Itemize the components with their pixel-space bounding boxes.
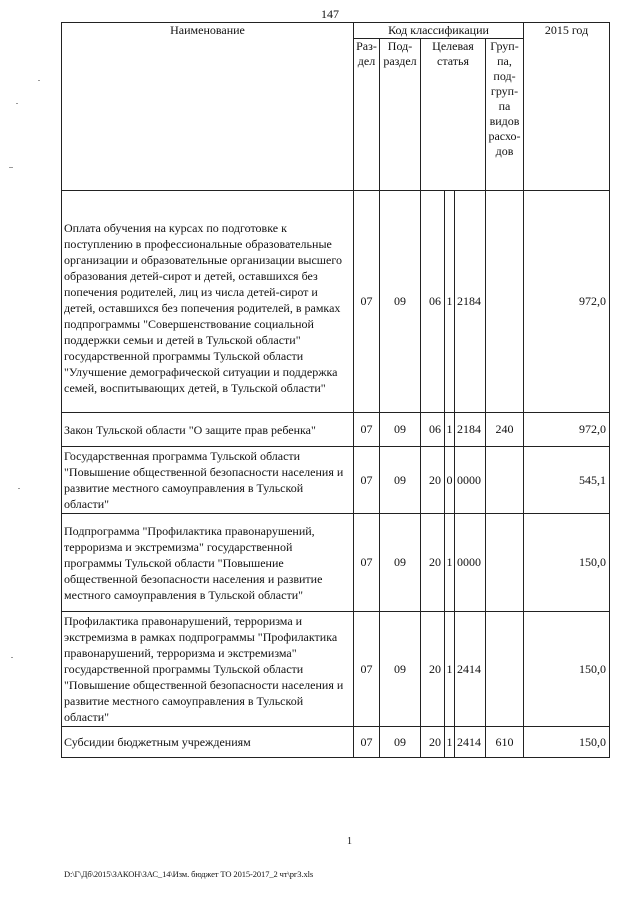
row-razdel: 07 — [354, 447, 380, 514]
header-code-group: Код классификации — [354, 23, 524, 39]
row-name: Субсидии бюджетным учреждениям — [62, 727, 354, 758]
row-name: Профилактика правонарушений, терроризма и экстремизма в рамках подпрограммы "Профилактика правонарушений, терроризма и экстремизма" государственной программы Тульской области "Повышение общественной безопасности населения и развитие местного самоуправления в Тульской области" — [62, 612, 354, 727]
row-ts2: 1 — [445, 514, 455, 612]
row-vr — [486, 612, 524, 727]
row-amount: 972,0 — [524, 191, 610, 413]
row-vr: 610 — [486, 727, 524, 758]
header-row — [62, 23, 610, 39]
page-number: 147 — [321, 7, 339, 21]
table-row — [62, 191, 610, 413]
row-ts1: 20 — [421, 447, 445, 514]
row-podrazdel: 09 — [380, 191, 421, 413]
row-vr: 240 — [486, 413, 524, 447]
row-name: Оплата обучения на курсах по подготовке к поступлению в профессиональные образовательные организации и образовательные организации высшего образования детей-сирот и детей, оставшихся без попечения родителей, лиц из числа детей-сирот и детей, оставшихся без попечения родителей, в рамках подпрограммы "Совершенствование социальной поддержки семьи и детей в Тульской области" государственной программы Тульской области "Улучшение демографической ситуации и поддержка семей, воспитывающих детей, в Тульской области" — [62, 191, 354, 413]
row-podrazdel: 09 — [380, 612, 421, 727]
row-amount: 150,0 — [524, 612, 610, 727]
row-razdel: 07 — [354, 612, 380, 727]
footer-mark: 1 — [347, 836, 352, 847]
row-ts3: 0000 — [455, 447, 486, 514]
row-ts2: 1 — [445, 413, 455, 447]
row-ts3: 2414 — [455, 612, 486, 727]
row-podrazdel: 09 — [380, 447, 421, 514]
row-vr — [486, 514, 524, 612]
table-row — [62, 413, 610, 447]
row-razdel: 07 — [354, 413, 380, 447]
row-amount: 545,1 — [524, 447, 610, 514]
row-ts3: 2414 — [455, 727, 486, 758]
row-ts1: 06 — [421, 191, 445, 413]
row-ts2: 1 — [445, 191, 455, 413]
row-amount: 150,0 — [524, 727, 610, 758]
table-row — [62, 447, 610, 514]
scan-speck — [16, 103, 18, 104]
table-row — [62, 514, 610, 612]
header-year: 2015 год — [524, 23, 610, 191]
row-vr — [486, 191, 524, 413]
row-amount: 972,0 — [524, 413, 610, 447]
row-ts3: 2184 — [455, 413, 486, 447]
row-name: Государственная программа Тульской области "Повышение общественной безопасности населения и развитие местного самоуправления в Тульской области" — [62, 447, 354, 514]
table-row — [62, 612, 610, 727]
row-vr — [486, 447, 524, 514]
scan-speck — [18, 488, 20, 489]
row-ts1: 20 — [421, 514, 445, 612]
row-ts3: 0000 — [455, 514, 486, 612]
row-ts1: 06 — [421, 413, 445, 447]
header-razdel: Раз- дел — [354, 39, 380, 191]
header-podrazdel: Под- раздел — [380, 39, 421, 191]
row-ts2: 1 — [445, 727, 455, 758]
row-ts2: 0 — [445, 447, 455, 514]
row-ts1: 20 — [421, 727, 445, 758]
budget-table — [61, 22, 610, 758]
row-name: Закон Тульской области "О защите прав ребенка" — [62, 413, 354, 447]
row-ts2: 1 — [445, 612, 455, 727]
header-tselevaya: Целевая статья — [421, 39, 486, 191]
header-name: Наименование — [62, 23, 354, 191]
row-razdel: 07 — [354, 514, 380, 612]
row-podrazdel: 09 — [380, 413, 421, 447]
row-razdel: 07 — [354, 727, 380, 758]
row-ts3: 2184 — [455, 191, 486, 413]
scan-speck — [38, 80, 40, 81]
scan-speck — [11, 657, 13, 658]
file-path: D:\Г\Дб\2015\ЗАКОН\ЗАС_14\Изм. бюджет ТО 2015-2017_2 чт\рг3.xls — [64, 869, 314, 879]
table-row — [62, 727, 610, 758]
row-ts1: 20 — [421, 612, 445, 727]
row-podrazdel: 09 — [380, 514, 421, 612]
row-podrazdel: 09 — [380, 727, 421, 758]
row-name: Подпрограмма "Профилактика правонарушений, терроризма и экстремизма" государственной программы Тульской области "Повышение общественной безопасности населения и развитие местного самоуправления в Тульской области" — [62, 514, 354, 612]
scan-speck — [9, 167, 13, 168]
header-gruppa: Груп- па, под- груп- па видов расхо- дов — [486, 39, 524, 191]
row-razdel: 07 — [354, 191, 380, 413]
row-amount: 150,0 — [524, 514, 610, 612]
